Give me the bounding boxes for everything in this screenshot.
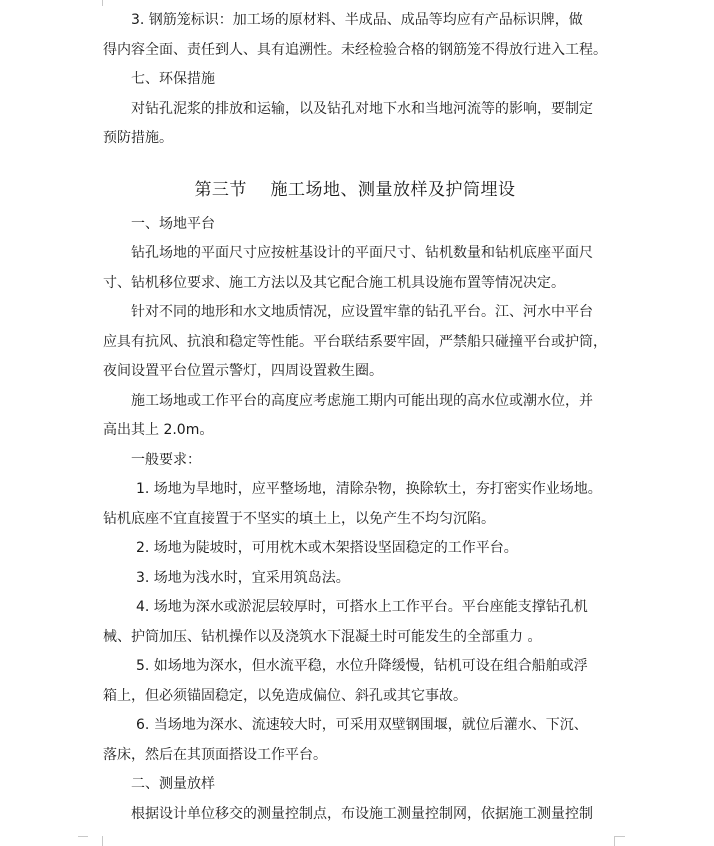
crop-mark-bottom-right: [614, 836, 629, 846]
requirement-line: 钻机底座不宜直接置于不坚实的填土上，以免产生不均匀沉陷。: [103, 510, 495, 527]
requirement-line: 落床，然后在其顶面搭设工作平台。: [103, 746, 327, 763]
requirement-item-1: [103, 475, 607, 534]
requirement-line: 2. 场地为陡坡时，可用枕木或木架搭设坚固稳定的工作平台。: [136, 540, 518, 556]
crop-mark-top-left: [88, 0, 103, 6]
requirement-line: 箱上，但必须锚固稳定，以免造成偏位、斜孔或其它事故。: [103, 687, 467, 704]
general-requirements-label: 一般要求：: [131, 451, 201, 468]
paragraph-line: 夜间设置平台位置示警灯，四周设置救生圈。: [103, 363, 383, 379]
survey-paragraph: [103, 800, 607, 830]
paragraph-line: 预防措施。: [103, 130, 173, 146]
requirement-item-4: [103, 593, 607, 652]
requirement-item-6: [103, 711, 607, 770]
paragraph-line: 得内容全面、责任到人、具有追溯性。未经检验合格的钢筋笼不得放行进入工程。: [103, 41, 607, 58]
document-body: [103, 6, 607, 829]
requirement-line: 6. 当场地为深水、流速较大时，可采用双壁钢围堰，就位后灌水、下沉、: [136, 717, 588, 733]
site-paragraph-1: [103, 239, 607, 298]
crop-mark-bottom-right-horizontal: [615, 836, 625, 837]
paragraph-line: 3. 钢筋笼标识：加工场的原材料、半成品、成品等均应有产品标识牌，做: [131, 12, 583, 28]
paragraph-line: 施工场地或工作平台的高度应考虑施工期内可能出现的高水位或潮水位，并: [131, 392, 593, 409]
paragraph-line: 高出其上 2.0m。: [103, 422, 214, 438]
crop-mark-bottom-left-horizontal: [78, 836, 88, 837]
paragraph-line: 应具有抗风、抗浪和稳定等性能。平台联结系要牢固，严禁船只碰撞平台或护筒，: [103, 333, 607, 350]
paragraph-line: 寸、钻机移位要求、施工方法以及其它配合施工机具设施布置等情况决定。: [103, 274, 565, 291]
survey-layout-heading: 二、测量放样: [131, 776, 215, 792]
requirement-item-3: [103, 564, 607, 594]
requirement-item-2: [103, 534, 607, 564]
requirement-line: 3. 场地为浅水时，宜采用筑岛法。: [136, 569, 350, 586]
paragraph-line: 根据设计单位移交的测量控制点，布设施工测量控制网，依据施工测量控制: [131, 805, 593, 822]
crop-mark-bottom-left: [88, 836, 103, 846]
requirement-line: 4. 场地为深水或淤泥层较厚时，可搭水上工作平台。平台座能支撑钻孔机: [136, 599, 588, 615]
requirement-line: 5. 如场地为深水，但水流平稳，水位升降缓慢，钻机可设在组合船舶或浮: [136, 658, 588, 674]
paragraph-line: 针对不同的地形和水文地质情况，应设置牢靠的钻孔平台。江、河水中平台: [131, 304, 593, 320]
section-title: 第三节 施工场地、测量放样及护筒埋设: [194, 179, 516, 200]
site-paragraph-3: [103, 387, 607, 446]
site-paragraph-2: [103, 298, 607, 387]
site-platform-heading: 一、场地平台: [131, 215, 215, 232]
requirement-line: 械、护筒加压、钻机操作以及浇筑水下混凝土时可能发生的全部重力 。: [103, 628, 542, 645]
environmental-paragraph: [103, 95, 607, 154]
requirement-line: 1. 场地为旱地时，应平整场地，清除杂物，换除软土，夯打密实作业场地。: [136, 481, 602, 497]
paragraph-line: 钻孔场地的平面尺寸应按桩基设计的平面尺寸、钻机数量和钻机底座平面尺: [131, 245, 593, 261]
rebar-cage-marking-paragraph: [103, 6, 607, 65]
paragraph-line: 对钻孔泥浆的排放和运输，以及钻孔对地下水和当地河流等的影响，要制定: [131, 100, 593, 117]
requirement-item-5: [103, 652, 607, 711]
environmental-measures-heading: 七、环保措施: [131, 71, 215, 87]
